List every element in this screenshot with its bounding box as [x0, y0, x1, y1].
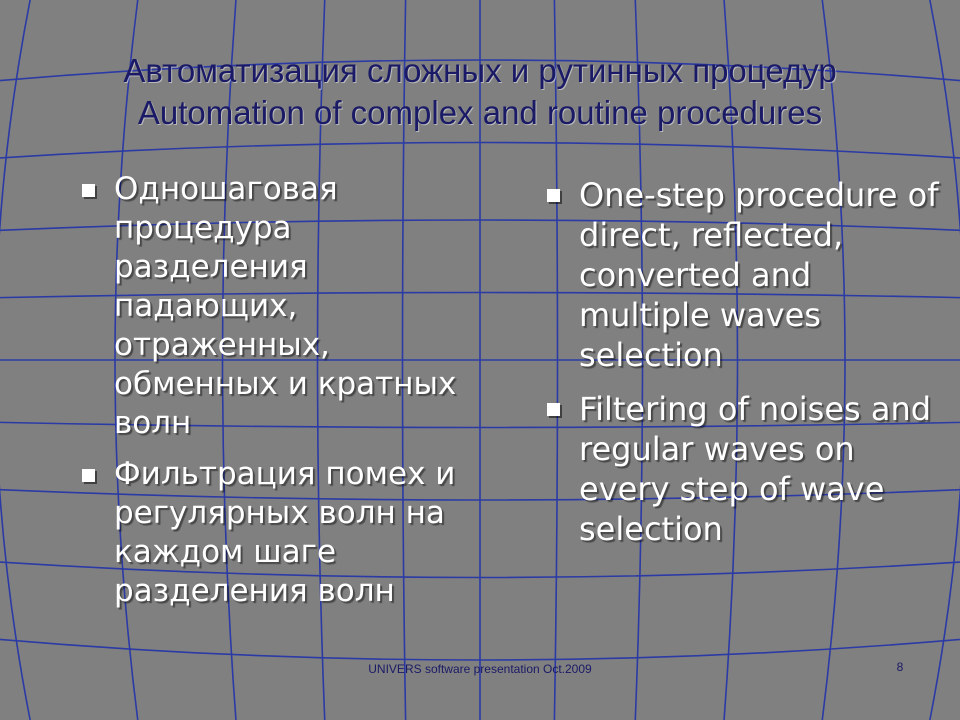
bullet-text: Одношаговая процедура разделения падающих, отраженных, обменных и кратных волн	[114, 171, 457, 441]
slide-footer: UNIVERS software presentation Oct.2009	[368, 662, 592, 676]
list-item	[80, 455, 490, 611]
bullet-text: Фильтрация помех и регулярных волн на каждом шаге разделения волн	[114, 456, 456, 609]
square-bullet-icon	[547, 189, 560, 202]
square-bullet-icon	[82, 469, 95, 482]
slide-title	[40, 50, 920, 134]
title-english: Automation of complex and routine procedures	[137, 94, 823, 131]
bullet-text: Filtering of noises and regular waves on every step of wave selection	[579, 390, 932, 548]
list-item	[545, 389, 945, 549]
bullet-list-english	[545, 175, 945, 563]
list-item	[545, 175, 945, 375]
title-russian: Автоматизация сложных и рутинных процедур	[123, 52, 837, 89]
bullet-text: One-step procedure of direct, reflected, converted and multiple waves selection	[579, 176, 939, 374]
slide-number: 8	[896, 660, 904, 674]
square-bullet-icon	[547, 403, 560, 416]
square-bullet-icon	[82, 184, 95, 197]
list-item	[80, 170, 490, 443]
bullet-list-russian	[80, 170, 490, 623]
